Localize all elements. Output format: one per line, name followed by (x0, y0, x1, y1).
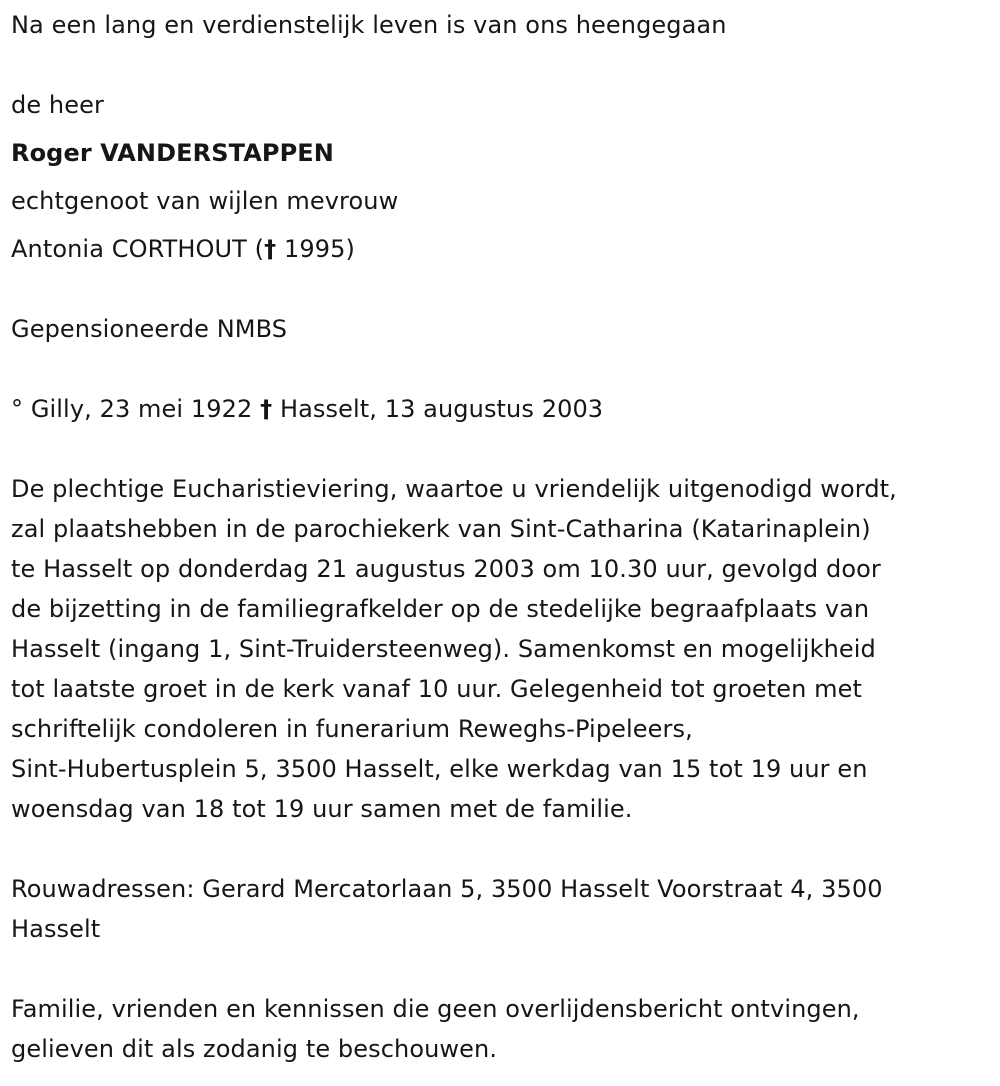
closing-line: Familie, vrienden en kennissen die geen overlijdensbericht ontvingen, (11, 995, 860, 1023)
address-line: Hasselt (11, 915, 101, 943)
deceased-name: Roger VANDERSTAPPEN (11, 139, 334, 167)
intro-text: Na een lang en verdienstelijk leven is van ons heengegaan (11, 11, 727, 39)
ceremony-line: Hasselt (ingang 1, Sint-Truidersteenweg). Samenkomst en mogelijkheid (11, 635, 876, 663)
cross-icon: † (260, 395, 273, 423)
ceremony-line: de bijzetting in de familiegrafkelder op de stedelijke begraafplaats van (11, 595, 870, 623)
spouse-intro: echtgenoot van wijlen mevrouw (11, 187, 399, 215)
closing-line: gelieven dit als zodanig te beschouwen. (11, 1035, 498, 1063)
ceremony-line: woensdag van 18 tot 19 uur samen met de familie. (11, 795, 633, 823)
death-info: Hasselt, 13 augustus 2003 (272, 395, 604, 423)
ceremony-line: De plechtige Eucharistieviering, waartoe u vriendelijk uitgenodigd wordt, (11, 475, 897, 503)
ceremony-line: schriftelijk condoleren in funerarium Reweghs-Pipeleers, (11, 715, 693, 743)
spouse-name: Antonia CORTHOUT ( (11, 235, 265, 263)
address-line: Rouwadressen: Gerard Mercatorlaan 5, 3500 Hasselt Voorstraat 4, 3500 (11, 875, 883, 903)
ceremony-line: zal plaatshebben in de parochiekerk van Sint-Catharina (Katarinaplein) (11, 515, 871, 543)
title-prefix: de heer (11, 91, 104, 119)
spouse-death-year: 1995) (276, 235, 355, 263)
spouse-line (11, 229, 355, 269)
occupation: Gepensioneerde NMBS (11, 315, 288, 343)
ceremony-line: Sint-Hubertusplein 5, 3500 Hasselt, elke werkdag van 15 tot 19 uur en (11, 755, 868, 783)
ceremony-line: te Hasselt op donderdag 21 augustus 2003 om 10.30 uur, gevolgd door (11, 555, 881, 583)
ceremony-line: tot laatste groet in de kerk vanaf 10 uur. Gelegenheid tot groeten met (11, 675, 862, 703)
birth-death-line (11, 389, 603, 429)
cross-icon: † (264, 235, 277, 263)
birth-info: ° Gilly, 23 mei 1922 (11, 395, 261, 423)
